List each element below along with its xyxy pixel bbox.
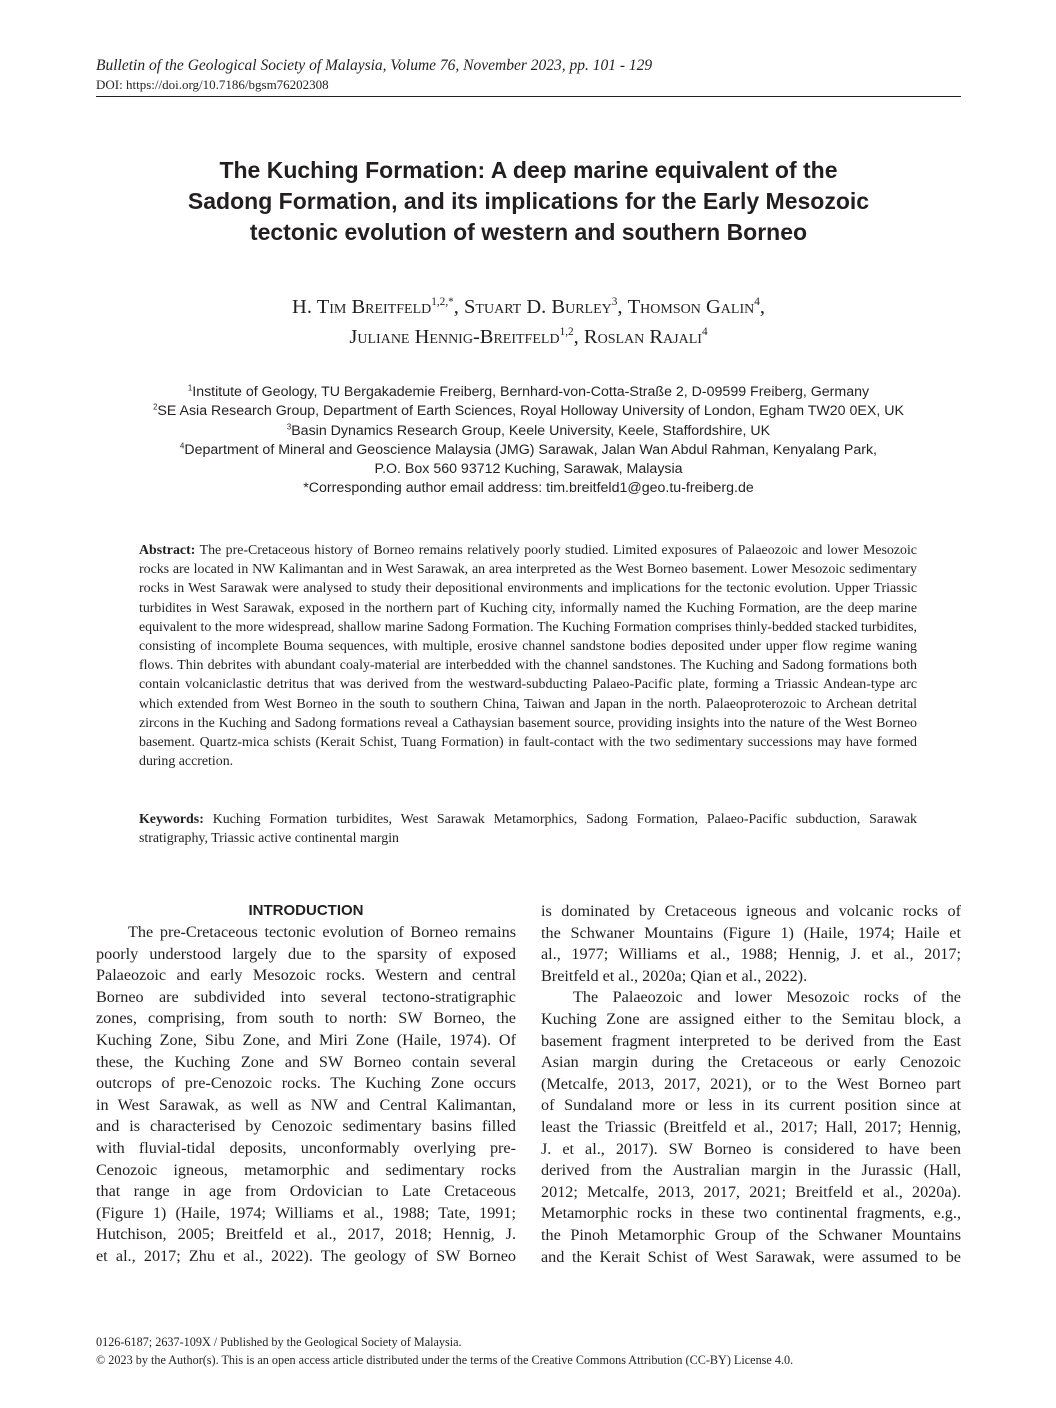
affiliation-text: Institute of Geology, TU Bergakademie Freiberg, Bernhard-von-Cotta-Straße 2, D-09599 Freiberg, Germany xyxy=(192,384,870,400)
author-name: H. Tim Breitfeld xyxy=(292,296,432,318)
author-affiliation-marker: 3 xyxy=(611,296,618,309)
body-text-line: least the Triassic (Breitfeld et al., 2017; Hall, 2017; Hennig, xyxy=(541,1117,961,1136)
author-name: Roslan Rajali xyxy=(583,326,702,348)
author-list xyxy=(96,292,961,352)
author-name: Thomson Galin xyxy=(627,296,755,318)
author-line: H. Tim Breitfeld$^{1,2,*}$, Stuart D. Burley$^3$, Thomson Galin$^4$, xyxy=(292,296,765,318)
body-text-line: 2012; Metcalfe, 2013, 2017, 2021; Breitfeld et al., 2020a). xyxy=(541,1182,961,1201)
body-text-line: Palaeozoic and early Mesozoic rocks. Western and central xyxy=(96,966,516,985)
body-text-line: Asian margin during the Cretaceous or early Cenozoic xyxy=(541,1053,961,1072)
body-text-line: of Sundaland more or less in its current position since at xyxy=(541,1096,961,1115)
body-text-line: Breitfeld et al., 2020a; Qian et al., 2022). xyxy=(541,966,808,985)
author-affiliation-marker: 4 xyxy=(754,296,760,309)
body-text-line: and is characterised by Cenozoic sedimentary basins filled xyxy=(96,1117,516,1136)
corresponding-author-line xyxy=(96,479,961,498)
body-text-line: in West Sarawak, as well as NW and Central Kalimantan, xyxy=(96,1095,516,1114)
body-text-line: Borneo are subdivided into several tectono-stratigraphic xyxy=(96,987,516,1006)
body-text-line: The Palaeozoic and lower Mesozoic rocks of the xyxy=(573,988,961,1007)
title-line: Sadong Formation, and its implications for the Early Mesozoic xyxy=(187,188,870,214)
body-text-line: Kuching Zone are assigned either to the Semitau block, a xyxy=(541,1009,961,1028)
affiliations xyxy=(96,383,961,499)
author-line: Juliane Hennig-Breitfeld$^{1,2}$, Roslan Rajali$^4$ xyxy=(349,326,708,348)
author-affiliation-marker: 1,2,* xyxy=(431,296,454,309)
body-text-line: Cenozoic igneous, metamorphic and sedimentary rocks xyxy=(96,1160,516,1179)
body-text-line: (Metcalfe, 2013, 2017, 2021), or to the West Borneo part xyxy=(541,1074,961,1093)
body-text-line: et al., 2017; Zhu et al., 2022). The geology of SW Borneo xyxy=(96,1246,516,1265)
body-text-line: (Figure 1) (Haile, 1974; Williams et al., 1988; Tate, 1991; xyxy=(96,1203,516,1222)
body-text-line: Kuching Zone, Sibu Zone, and Miri Zone (Haile, 1974). Of xyxy=(96,1030,516,1049)
affiliation-line xyxy=(96,441,961,460)
body-text-line: al., 1977; Williams et al., 1988; Hennig, J. et al., 2017; xyxy=(541,945,961,964)
body-text-line: poorly understood largely due to the sparsity of exposed xyxy=(96,944,516,963)
keywords-label: Keywords: xyxy=(139,812,204,827)
author-name: Stuart D. Burley xyxy=(464,296,612,318)
abstract xyxy=(139,541,917,771)
body-text-line: zones, comprising, from south to north: SW Borneo, the xyxy=(96,1009,516,1028)
body-text-line: the Schwaner Mountains (Figure 1) (Haile, 1974; Haile et xyxy=(541,923,961,942)
abstract-label: Abstract: xyxy=(139,543,196,558)
affiliation-line xyxy=(96,383,961,402)
page-footer xyxy=(96,1333,793,1369)
body-text-line: Metamorphic rocks in these two continental fragments, e.g., xyxy=(541,1204,961,1223)
body-column-left xyxy=(96,922,516,1268)
body-text-line: derived from the Australian margin in the Jurassic (Hall, xyxy=(541,1161,961,1180)
affiliation-marker: 2 xyxy=(153,402,158,412)
affiliation-marker: 1 xyxy=(187,383,193,393)
corresponding-author-email[interactable]: *Corresponding author email address: tim.breitfeld1@geo.tu-freiberg.de xyxy=(303,480,754,497)
body-text-line: these, the Kuching Zone and SW Borneo contain several xyxy=(96,1052,516,1071)
body-text-line: basement fragment interpreted to be derived from the East xyxy=(541,1031,961,1050)
abstract-text: The pre-Cretaceous history of Borneo remains relatively poorly studied. Limited exposures of Palaeozoic and lower Mesozoic rocks are located in NW Kalimantan and in West Sarawak, an area interpreted as the West Borneo basement. Lower Mesozoic sedimentary rocks in West Sarawak were analysed to study their depositional environments and implications for the tectonic evolution. Upper Triassic turbidites in West Sarawak, exposed in the northern part of Kuching city, informally named the Kuching Formation, are the deep marine equivalent to the more widespread, shallow marine Sadong Formation. The Kuching Formation comprises thinly-bedded stacked turbidites, consisting of incomplete Bouma sequences, with multiple, erosive channel sandstone bodies deposited under upper flow regime waning flows. Thin debrites with abundant coaly-material are interbedded with the channel sandstones. The Kuching and Sadong formations both contain volcaniclastic detritus that was derived from the westward-subducting Palaeo-Pacific plate, forming a Triassic Andean-type arc which extended from West Borneo in the south to southern China, Taiwan and Japan in the north. Palaeoproterozoic to Archean detrital zircons in the Kuching and Sadong formations reveal a Cathaysian basement source, providing insights into the nature of the West Borneo basement. Quartz-mica schists (Kerait Schist, Tuang Formation) in fault-contact with the two sedimentary successions may have formed during accretion. xyxy=(139,543,917,770)
affiliation-marker: 4 xyxy=(180,441,185,451)
body-text-line: outcrops of pre-Cenozoic rocks. The Kuching Zone occurs xyxy=(96,1074,516,1093)
header-divider xyxy=(96,96,961,97)
affiliation-line xyxy=(96,460,961,479)
title-line: The Kuching Formation: A deep marine equivalent of the xyxy=(219,157,838,183)
affiliation-text: P.O. Box 560 93712 Kuching, Sarawak, Malaysia xyxy=(374,461,683,478)
footer-issn: 0126-6187; 2637-109X / Published by the Geological Society of Malaysia. xyxy=(96,1335,462,1349)
section-heading-introduction: INTRODUCTION xyxy=(248,902,364,919)
body-text-line: Hutchison, 2005; Breitfeld et al., 2017, 2018; Hennig, J. xyxy=(96,1225,516,1244)
body-text-line: J. et al., 2017). SW Borneo is considered to have been xyxy=(541,1139,961,1158)
affiliation-text: Basin Dynamics Research Group, Keele University, Keele, Staffordshire, UK xyxy=(291,422,771,439)
body-column-right xyxy=(541,901,961,1268)
body-text-line: that range in age from Ordovician to Late Cretaceous xyxy=(96,1182,516,1201)
affiliation-text: SE Asia Research Group, Department of Earth Sciences, Royal Holloway University of London, Egham TW20 0EX, UK xyxy=(157,403,904,420)
body-text-line: and the Kerait Schist of West Sarawak, were assumed to be xyxy=(541,1247,961,1266)
keywords-text: Kuching Formation turbidites, West Sarawak Metamorphics, Sadong Formation, Palaeo-Pacific subduction, Sarawak stratigraphy, Triassic active continental margin xyxy=(139,812,917,847)
title-line: tectonic evolution of western and southern Borneo xyxy=(249,219,808,245)
author-name: Juliane Hennig-Breitfeld xyxy=(349,326,560,348)
author-affiliation-marker: 1,2 xyxy=(559,326,574,339)
affiliation-line xyxy=(96,422,961,441)
body-text-line: the Pinoh Metamorphic Group of the Schwaner Mountains xyxy=(541,1225,961,1244)
body-text-line: with fluvial-tidal deposits, unconformably overlying pre- xyxy=(96,1138,516,1157)
body-text-line: The pre-Cretaceous tectonic evolution of Borneo remains xyxy=(128,923,516,941)
paper-title xyxy=(96,155,961,248)
journal-citation: Bulletin of the Geological Society of Malaysia, Volume 76, November 2023, pp. 101 - 129 xyxy=(96,57,653,74)
affiliation-marker: 3 xyxy=(286,421,292,431)
affiliation-text: Department of Mineral and Geoscience Malaysia (JMG) Sarawak, Jalan Wan Abdul Rahman, Kenyalang Park, xyxy=(184,441,877,458)
footer-license: © 2023 by the Author(s). This is an open access article distributed under the terms of the Creative Commons Attribution (CC-BY) License 4.0. xyxy=(96,1353,794,1367)
affiliation-line xyxy=(96,402,961,421)
body-text-line: is dominated by Cretaceous igneous and volcanic rocks of xyxy=(541,902,961,920)
keywords xyxy=(139,810,917,848)
author-affiliation-marker: 4 xyxy=(701,326,708,339)
doi-line[interactable]: DOI: https://doi.org/10.7186/bgsm76202308 xyxy=(96,77,329,92)
